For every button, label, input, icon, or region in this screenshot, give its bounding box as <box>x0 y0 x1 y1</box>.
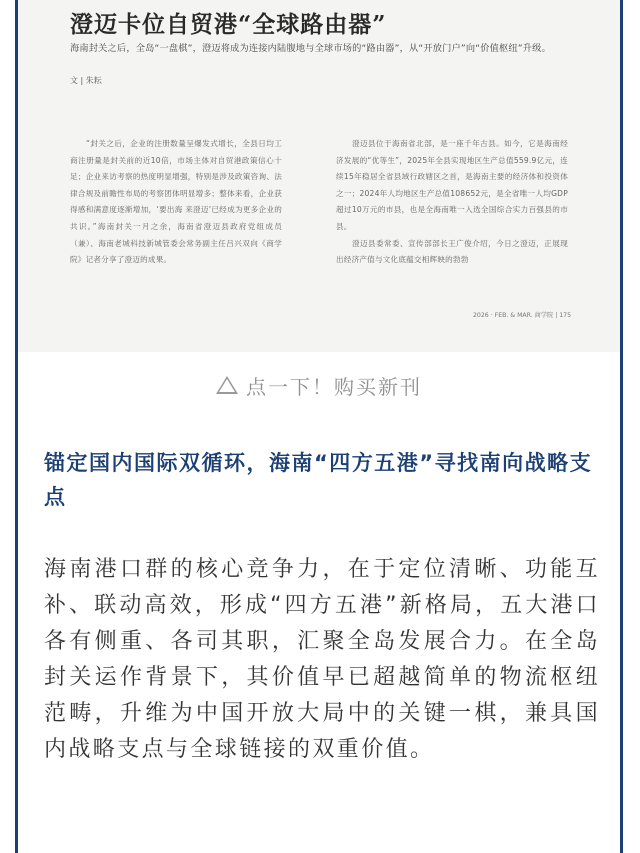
magazine-footer: 2026 · FEB. & MAR. 商学院 | 175 <box>473 312 572 319</box>
magazine-left-column: “封关之后，企业的注册数量呈爆发式增长，全县日均工商注册量是封关前的近10倍，市场主体对自贸港政策信心十足；企业来访考察的热度明显增强，特别是涉及政策咨询、法律合规及前瞻性布局的考察团体明显增多；整体来看，企业获得感和满意度逐渐增加，‘要出海 来澄迈’已经成为更多企业的共识。”海南封关一月之余，海南省澄迈县政府党组成员（兼）、海南老城科技新城管委会常务副主任吕兴双向《商学院》记者分享了澄迈的成果。 <box>70 139 282 265</box>
triangle-outline-icon <box>216 376 238 394</box>
magazine-right-column <box>336 136 568 269</box>
magazine-right-paragraph-1: 澄迈县位于海南省北部，是一座千年古县。如今，它是海南经济发展的“优等生”，2025年全县实现地区生产总值559.9亿元，连续15年稳居全省县域行政辖区之首，是海南主要的经济体和投资体之一；2024年人均地区生产总值108652元，是全省唯一人均GDP超过10万元的市县，也是全海南唯一入选全国综合实力百强县的市县。 <box>336 139 568 231</box>
buy-new-issue-link[interactable] <box>18 352 620 418</box>
magazine-page-image <box>18 0 620 352</box>
magazine-byline: 文 | 朱耘 <box>70 76 102 85</box>
buy-new-issue-label: 点一下！购买新刊 <box>246 374 422 399</box>
section-heading: 锚定国内国际双循环，海南“四方五港”寻找南向战略支点 <box>44 451 593 509</box>
magazine-lead: 海南封关之后，全岛“一盘棋”，澄迈将成为连接内陆腹地与全球市场的“路由器”，从“开放门户”向“价值枢纽”升级。 <box>70 43 551 54</box>
magazine-right-paragraph-2: 澄迈县委常委、宣传部部长王广俊介绍，今日之澄迈，正展现出经济产值与文化底蕴交相辉映的勃勃 <box>336 238 568 265</box>
section-body-paragraph: 海南港口群的核心竞争力，在于定位清晰、功能互补、联动高效，形成“四方五港”新格局，五大港口各有侧重、各司其职，汇聚全岛发展合力。在全岛封关运作背景下，其价值早已超越简单的物流枢纽范畴，升维为中国开放大局中的关键一棋，兼具国内战略支点与全球链接的双重价值。 <box>44 557 600 762</box>
magazine-title: 澄迈卡位自贸港“全球路由器” <box>70 11 387 38</box>
